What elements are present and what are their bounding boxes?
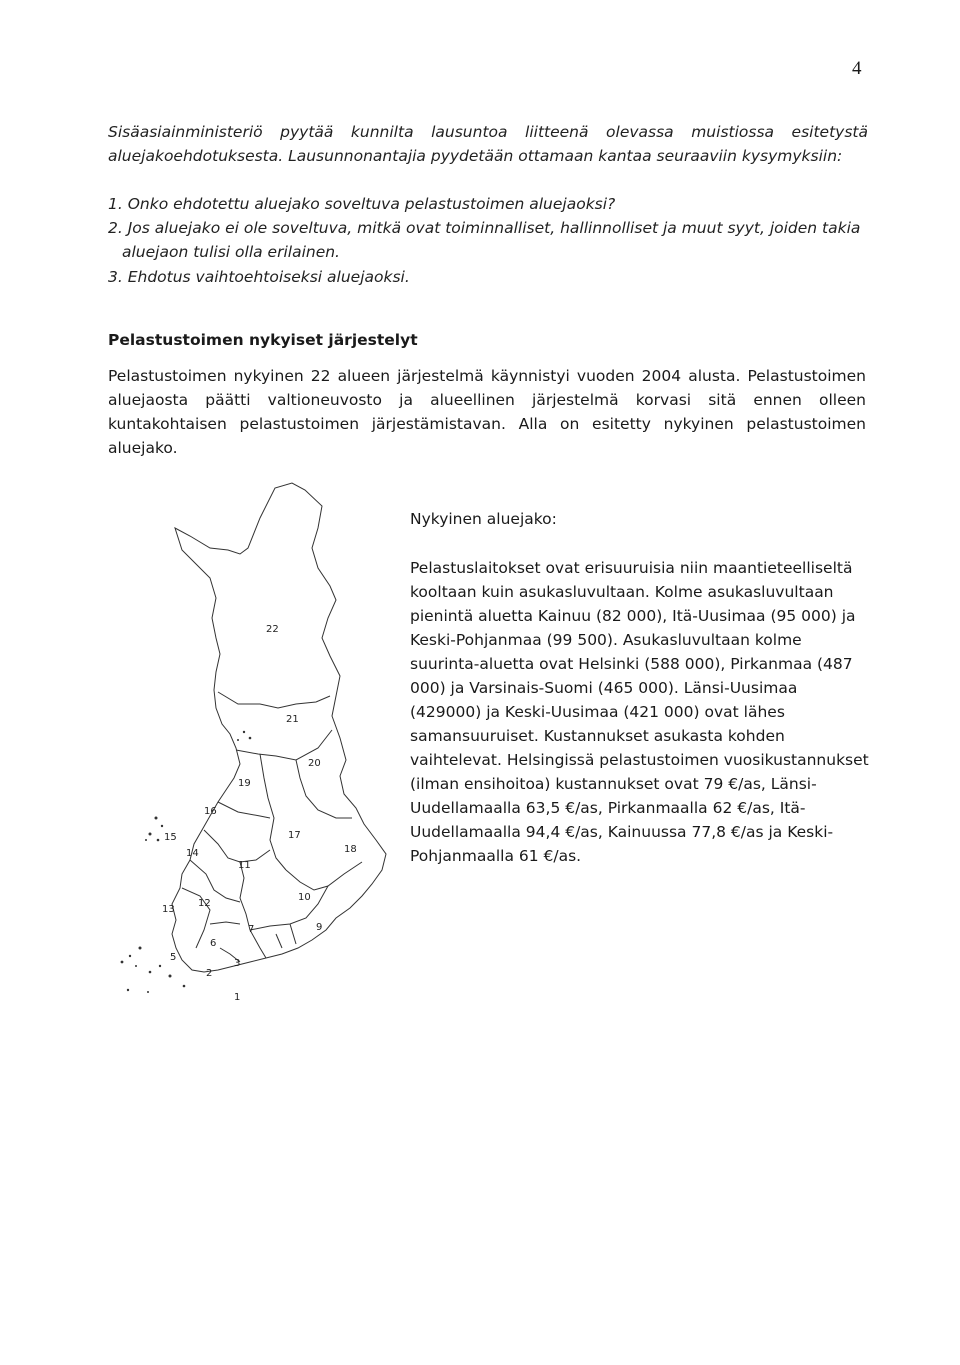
region-label-22: 22 (266, 624, 279, 635)
region-label-13: 13 (162, 904, 175, 915)
region-label-12: 12 (198, 898, 211, 909)
question-2-line: 2. Jos aluejako ei ole soveltuva, mitkä ovat toiminnalliset, hallinnolliset ja muut syyt, joiden takia (108, 219, 861, 237)
region-label-5: 5 (170, 952, 177, 963)
region-label-1: 1 (234, 992, 241, 1003)
finland-region-map (100, 478, 400, 1018)
region-label-9: 9 (316, 922, 323, 933)
question-1: 1. Onko ehdotettu aluejako soveltuva pelastustoimen aluejaoksi? (108, 195, 616, 213)
question-2-continuation: aluejaon tulisi olla erilainen. (122, 243, 340, 261)
region-label-19: 19 (238, 778, 251, 789)
current-division-paragraph: Pelastuslaitokset ovat erisuuruisia niin maantieteelliseltä kooltaan kuin asukasluvultaan. Kolme asukasluvultaan pienintä aluetta Kainuu (82 000), Itä-Uusimaa (95 000) ja Keski-Pohjanmaa (99 500). Asukasluvultaan kolme suurinta-aluetta ovat Helsinki (588 000), Pirkanmaa (487 000) ja Varsinais-Suomi (465 000). Länsi-Uusimaa (429000) ja Keski-Uusimaa (421 000) ovat lähes samansuuruiset. Kustannukset asukasta kohden vaihtelevat. Helsingissä pelastustoimen vuosikustannukset (ilman ensihoitoa) kustannukset ovat 79 €/as, Länsi-Uudellamaalla 63,5 €/as, Pirkanmaalla 62 €/as, Itä-Uudellamaalla 94,4 €/as, Kainuussa 77,8 €/as ja Keski-Pohjanmaalla 61 €/as. (410, 559, 869, 865)
region-label-15: 15 (164, 832, 177, 843)
region-label-10: 10 (298, 892, 311, 903)
current-division-title: Nykyinen aluejako: (410, 510, 557, 528)
region-label-16: 16 (204, 806, 217, 817)
question-3: 3. Ehdotus vaihtoehtoiseksi aluejaoksi. (108, 268, 410, 286)
region-label-7: 7 (248, 924, 255, 935)
region-label-6: 6 (210, 938, 217, 949)
question-2 (108, 216, 868, 264)
intro-paragraph: Sisäasiainministeriö pyytää kunnilta lausuntoa liitteenä olevassa muistiossa esitetystä aluejakoehdotuksesta. Lausunnonantajia pyydetään ottamaan kantaa seuraaviin kysymyksiin: (108, 123, 868, 165)
region-label-2: 2 (206, 968, 213, 979)
region-label-3: 3 (234, 958, 241, 969)
region-label-17: 17 (288, 830, 301, 841)
archipelago-dots (121, 731, 255, 993)
region-label-20: 20 (308, 758, 321, 769)
map-svg (100, 478, 400, 1018)
section-heading: Pelastustoimen nykyiset järjestelyt (108, 331, 418, 349)
region-label-11: 11 (238, 860, 251, 871)
region-label-18: 18 (344, 844, 357, 855)
page-number: 4 (852, 58, 862, 79)
section-paragraph: Pelastustoimen nykyinen 22 alueen järjestelmä käynnistyi vuoden 2004 alusta. Pelastustoimen aluejaosta päätti valtioneuvosto ja alueellinen järjestelmä korvasi sitä ennen olleen kuntakohtaisen pelastustoimen järjestämistavan. Alla on esitetty nykyinen pelastustoimen aluejako. (108, 367, 866, 457)
region-label-14: 14 (186, 848, 199, 859)
region-label-21: 21 (286, 714, 299, 725)
